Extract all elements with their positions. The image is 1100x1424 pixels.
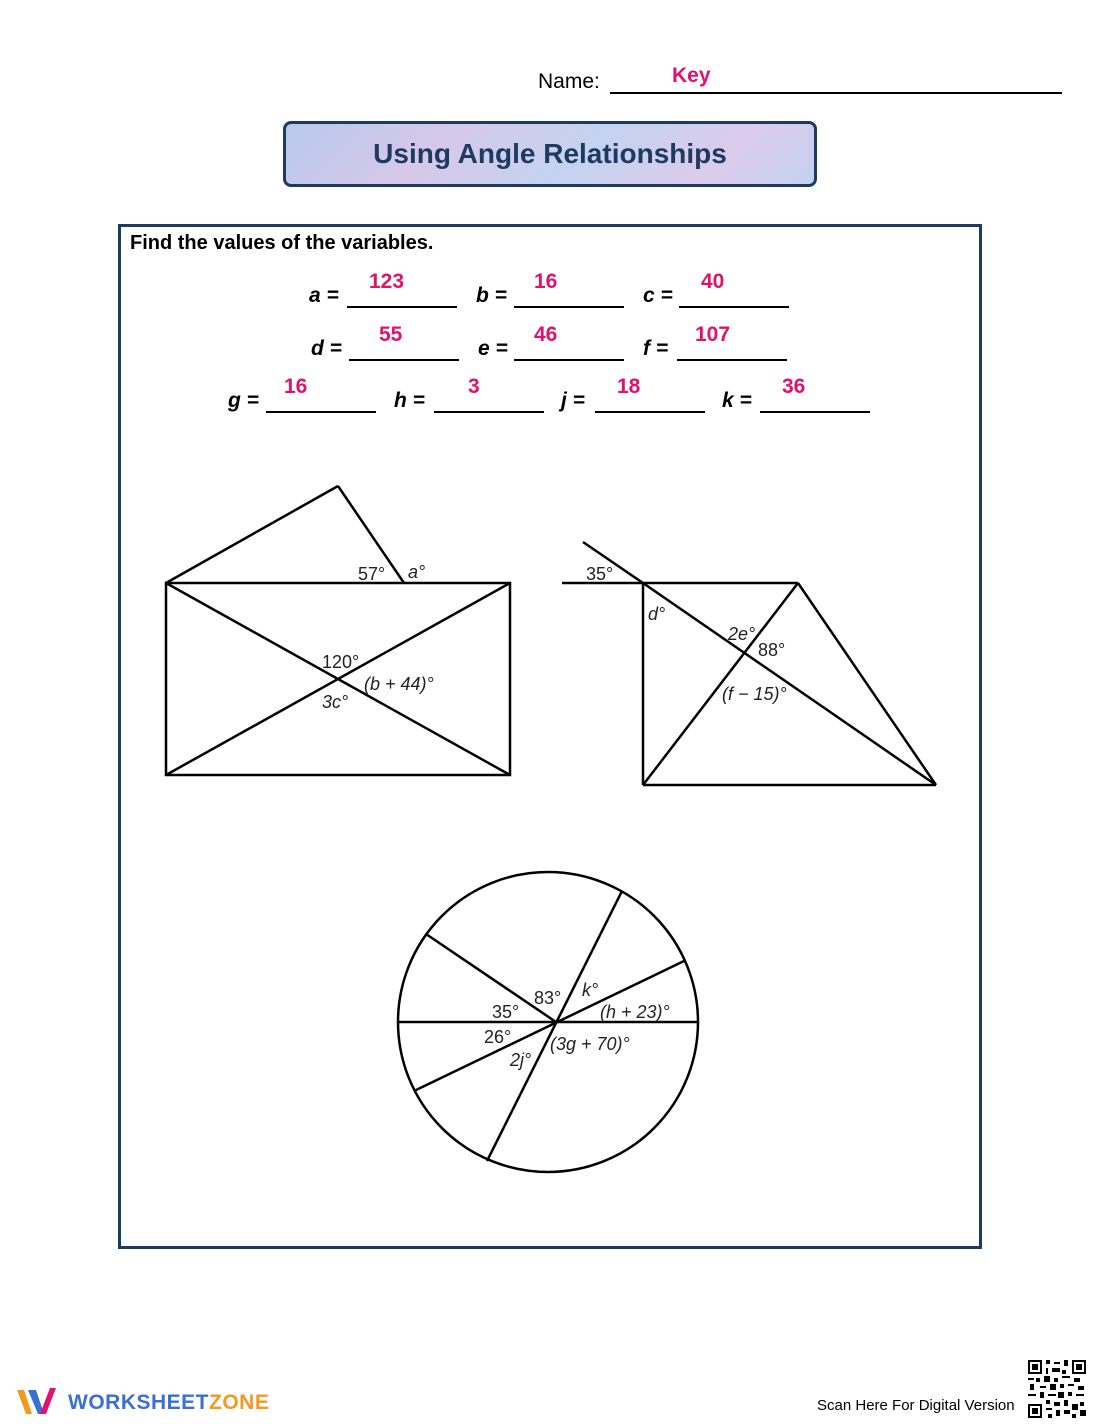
label-f: (f − 15)° (722, 684, 787, 704)
label-3c: 3c° (322, 692, 349, 712)
label-2e: 2e° (728, 624, 756, 644)
answer-value: 46 (534, 323, 558, 346)
triangle-side-1 (166, 486, 338, 583)
label-35: 35° (586, 564, 614, 584)
label-88: 88° (758, 640, 786, 660)
answer-value: 18 (617, 375, 641, 398)
answer-value: 123 (369, 270, 405, 293)
answer-var: a = (309, 284, 339, 307)
label-120: 120° (322, 652, 360, 672)
steep-chord (487, 891, 622, 1161)
right-side (798, 583, 936, 785)
answer-var: c = (643, 284, 673, 307)
label-26: 26° (484, 1027, 512, 1047)
label-k: k° (582, 980, 599, 1000)
page-title: Using Angle Relationships (373, 138, 727, 169)
instructions: Find the values of the variables. (130, 232, 434, 254)
label-35-circle: 35° (492, 1002, 520, 1022)
qr-code-icon[interactable] (1028, 1360, 1086, 1418)
label-g: (3g + 70)° (550, 1034, 630, 1054)
diagram-circle (398, 872, 698, 1172)
diagonal-1 (643, 583, 936, 785)
answer-var: e = (478, 337, 508, 360)
answer-var: k = (722, 389, 752, 412)
answer-value: 107 (695, 323, 731, 346)
label-a: a° (408, 562, 426, 582)
name-value: Key (672, 64, 711, 87)
answer-var: j = (561, 389, 585, 412)
answer-value: 16 (284, 375, 308, 398)
answer-value: 16 (534, 270, 558, 293)
short-ray (426, 934, 556, 1022)
logo-text: WORKSHEETZONE (68, 1391, 270, 1414)
label-d: d° (648, 604, 666, 624)
answer-value: 36 (782, 375, 806, 398)
label-b: (b + 44)° (364, 674, 434, 694)
diagram-rectangle (166, 486, 510, 775)
diagram-trapezoid (562, 542, 936, 785)
worksheetzone-logo[interactable] (14, 1384, 274, 1418)
answer-value: 3 (468, 375, 480, 398)
scan-instruction: Scan Here For Digital Version (817, 1397, 1015, 1414)
answer-var: g = (228, 389, 259, 412)
label-2j: 2j° (510, 1050, 532, 1070)
answer-var: h = (394, 389, 425, 412)
label-57: 57° (358, 564, 386, 584)
label-83: 83° (534, 988, 562, 1008)
answer-var: d = (311, 337, 342, 360)
name-label: Name: (538, 70, 600, 93)
logo-w-icon (14, 1384, 64, 1418)
answer-var: f = (643, 337, 669, 360)
answer-value: 55 (379, 323, 403, 346)
label-h: (h + 23)° (600, 1002, 670, 1022)
shallow-chord (414, 961, 684, 1091)
answer-var: b = (476, 284, 507, 307)
answer-value: 40 (701, 270, 725, 293)
